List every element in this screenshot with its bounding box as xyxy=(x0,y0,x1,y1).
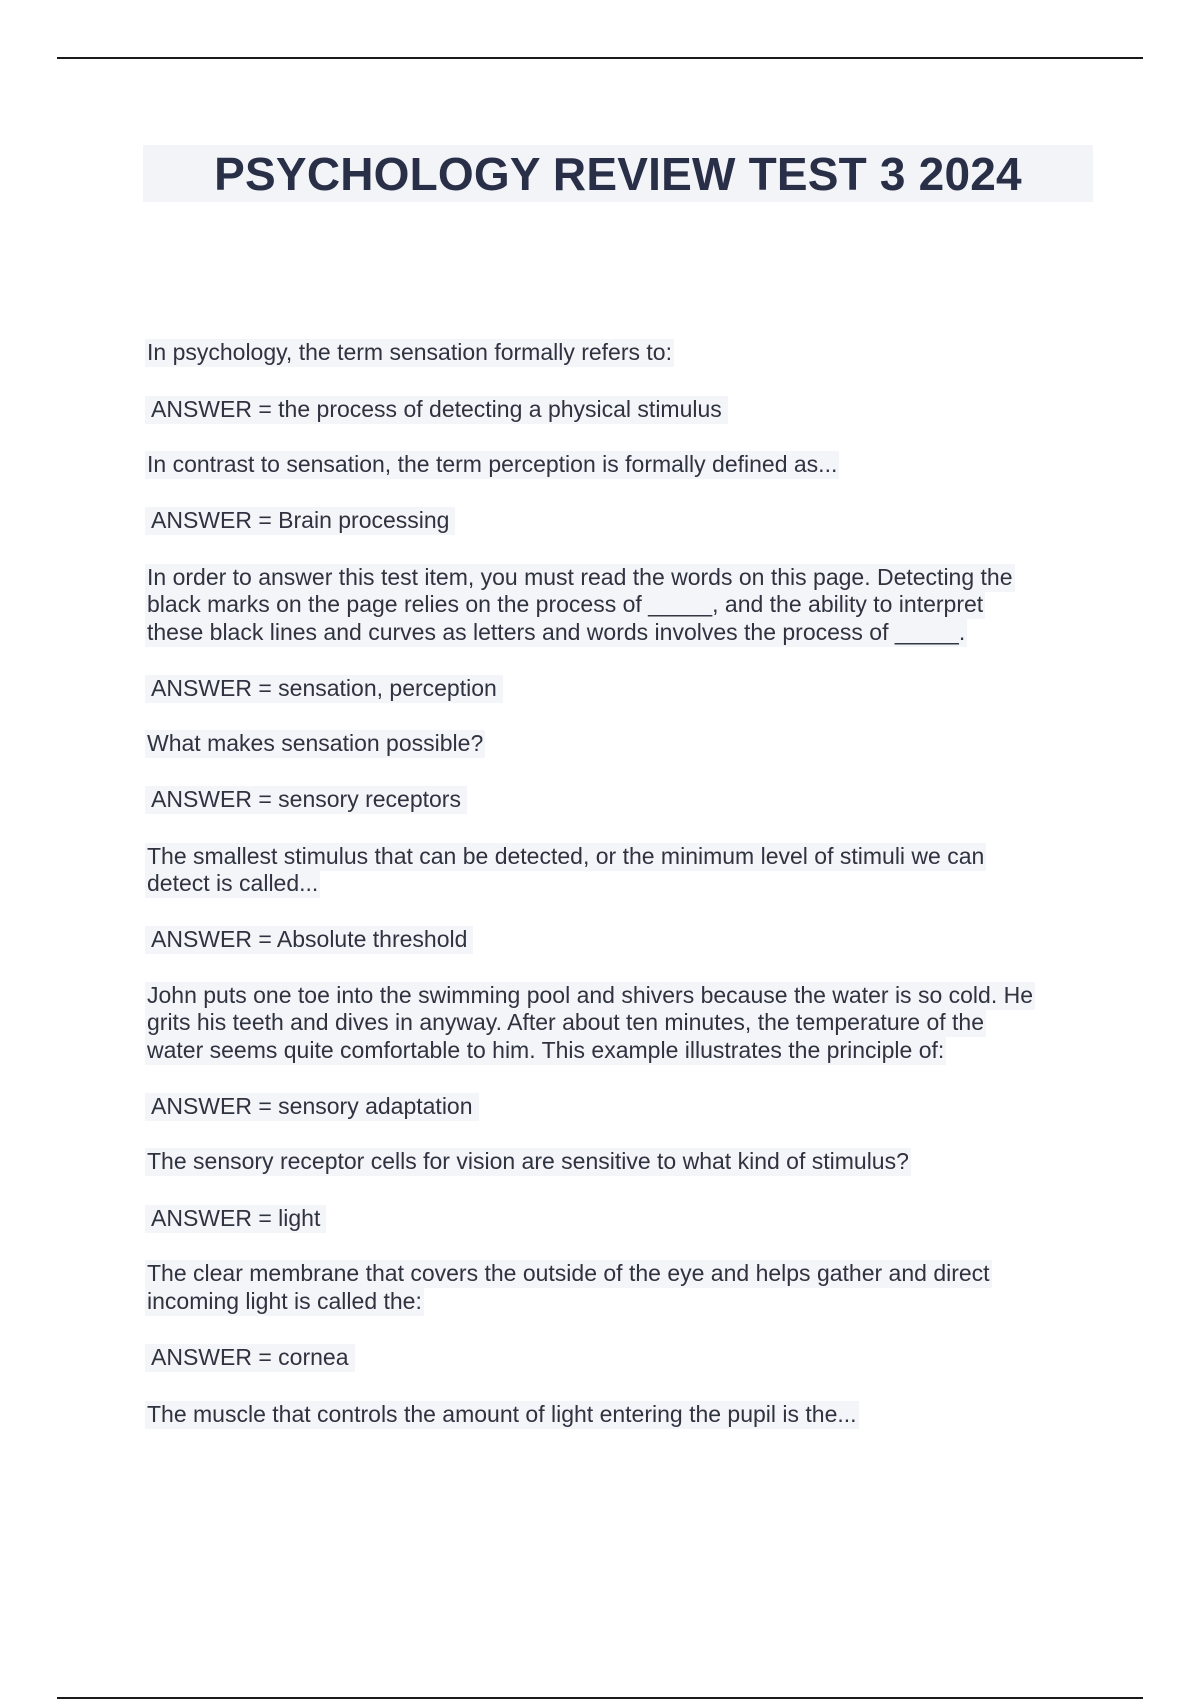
question-line: John puts one toe into the swimming pool and shivers because the water is so cold. He xyxy=(147,982,1033,1008)
question-line: In order to answer this test item, you must read the words on this page. Detecting the xyxy=(147,564,1013,590)
top-rule xyxy=(57,57,1143,59)
answer-line: ANSWER = the process of detecting a physical stimulus xyxy=(145,396,728,424)
question-line: What makes sensation possible? xyxy=(147,730,484,756)
answer-line: ANSWER = sensory receptors xyxy=(145,786,467,814)
bottom-rule xyxy=(57,1697,1143,1699)
answer-line: ANSWER = sensory adaptation xyxy=(145,1093,479,1121)
question-line: In contrast to sensation, the term perception is formally defined as... xyxy=(147,451,838,477)
question-line: The muscle that controls the amount of light entering the pupil is the... xyxy=(147,1401,857,1427)
answer-line: ANSWER = Absolute threshold xyxy=(145,926,473,954)
question-line: grits his teeth and dives in anyway. After about ten minutes, the temperature of the xyxy=(147,1009,984,1035)
question-line: these black lines and curves as letters and words involves the process of _____. xyxy=(147,619,966,645)
question-line: The sensory receptor cells for vision are sensitive to what kind of stimulus? xyxy=(147,1148,909,1174)
page-title: PSYCHOLOGY REVIEW TEST 3 2024 xyxy=(214,147,1022,200)
answer-line: ANSWER = sensation, perception xyxy=(145,675,503,703)
answer-line: ANSWER = cornea xyxy=(145,1344,355,1372)
question-line: detect is called... xyxy=(147,870,319,896)
question-line: The clear membrane that covers the outside of the eye and helps gather and direct xyxy=(147,1260,990,1286)
question-line: black marks on the page relies on the process of _____, and the ability to interpret xyxy=(147,591,984,617)
question-line: incoming light is called the: xyxy=(147,1288,422,1314)
question-line: water seems quite comfortable to him. This example illustrates the principle of: xyxy=(147,1037,945,1063)
question-line: In psychology, the term sensation formally refers to: xyxy=(147,339,672,365)
answer-line: ANSWER = Brain processing xyxy=(145,507,455,535)
title-band xyxy=(143,145,1093,202)
question-line: The smallest stimulus that can be detected, or the minimum level of stimuli we can xyxy=(147,843,985,869)
answer-line: ANSWER = light xyxy=(145,1205,326,1233)
